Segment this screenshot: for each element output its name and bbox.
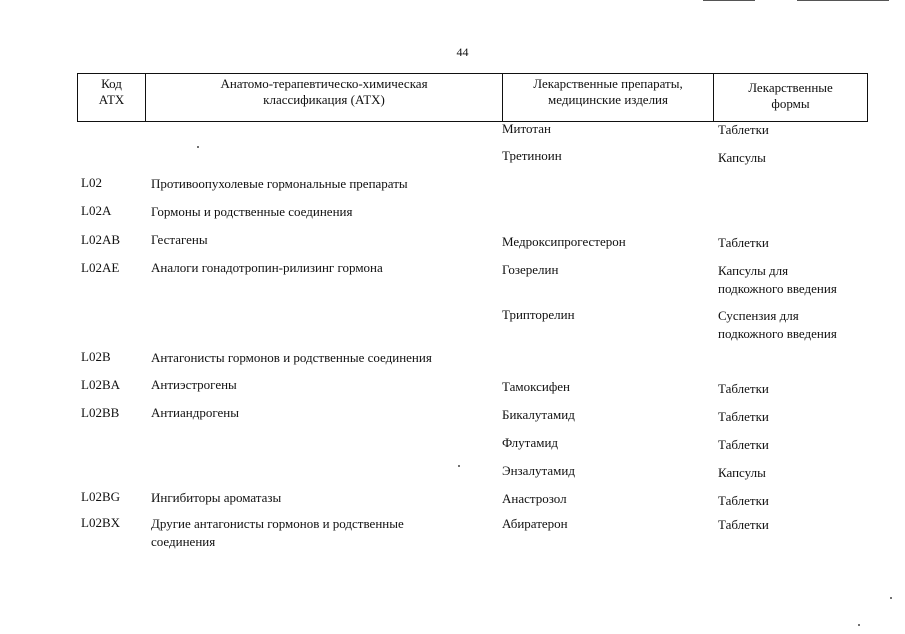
row-classification: Гестагены <box>151 232 208 247</box>
row-code: L02B <box>81 349 111 364</box>
row-classification: Антиэстрогены <box>151 377 237 392</box>
row-form: Таблетки <box>718 437 769 452</box>
row-drug: Медроксипрогестерон <box>502 234 626 249</box>
row-code: L02AE <box>81 260 120 275</box>
top-edge-rule <box>797 0 889 1</box>
row-drug: Энзалутамид <box>502 463 575 478</box>
header-forms-cell <box>713 74 867 121</box>
row-code: L02A <box>81 203 112 218</box>
row-classification: Антагонисты гормонов и родственные соединения <box>151 350 432 365</box>
row-form: Суспензия для подкожного введения <box>718 308 837 341</box>
row-form: Таблетки <box>718 235 769 250</box>
scan-speck <box>890 597 892 599</box>
row-code: L02BB <box>81 405 120 420</box>
row-form: Таблетки <box>718 381 769 396</box>
row-form: Капсулы <box>718 150 766 165</box>
row-code: L02BX <box>81 515 120 530</box>
scan-speck <box>197 146 199 148</box>
scan-speck <box>458 465 460 467</box>
row-classification: Ингибиторы ароматазы <box>151 490 282 505</box>
header-classification-label: Анатомо-терапевтическо-химическая классификация (АТХ) <box>220 76 428 107</box>
row-drug: Анастрозол <box>502 491 567 506</box>
row-drug: Флутамид <box>502 435 559 450</box>
header-drugs-label: Лекарственные препараты, медицинские изделия <box>533 76 683 107</box>
row-drug: Третиноин <box>502 148 562 163</box>
header-classification-cell <box>145 74 502 121</box>
row-drug: Тамоксифен <box>502 379 570 394</box>
row-form: Таблетки <box>718 409 769 424</box>
row-code: L02 <box>81 175 102 190</box>
row-code: L02BA <box>81 377 120 392</box>
row-classification: Противоопухолевые гормональные препараты <box>151 176 408 191</box>
row-classification: Гормоны и родственные соединения <box>151 204 353 219</box>
row-form: Капсулы для подкожного введения <box>718 263 837 296</box>
row-drug: Абиратерон <box>502 516 568 531</box>
row-form: Капсулы <box>718 465 766 480</box>
row-drug: Трипторелин <box>502 307 575 322</box>
top-edge-rule <box>703 0 755 1</box>
row-classification: Аналоги гонадотропин-рилизинг гормона <box>151 260 383 275</box>
row-form: Таблетки <box>718 122 769 137</box>
header-forms-label: Лекарственные формы <box>748 80 833 111</box>
row-classification: Другие антагонисты гормонов и родственные соединения <box>151 516 404 549</box>
header-code-cell <box>78 74 145 121</box>
row-form: Таблетки <box>718 493 769 508</box>
page-number: 44 <box>456 45 469 59</box>
header-drugs-cell <box>502 74 713 121</box>
row-classification: Антиандрогены <box>151 405 239 420</box>
table-header <box>77 73 868 122</box>
row-code: L02BG <box>81 489 120 504</box>
row-drug: Гозерелин <box>502 262 559 277</box>
scan-speck <box>858 624 860 626</box>
row-code: L02AB <box>81 232 120 247</box>
header-code-label: Код АТХ <box>98 76 125 107</box>
row-drug: Бикалутамид <box>502 407 575 422</box>
row-form: Таблетки <box>718 517 769 532</box>
row-drug: Митотан <box>502 121 551 136</box>
